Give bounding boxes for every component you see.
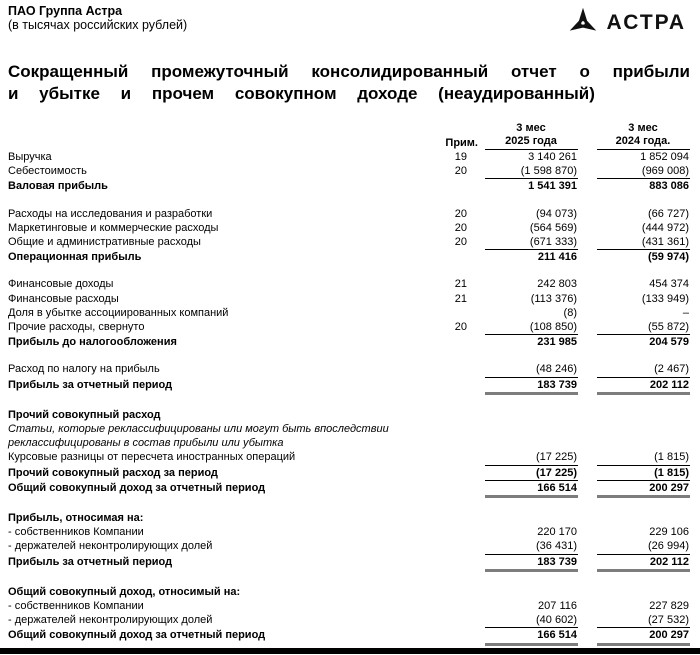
value-2024: (2 467) — [597, 362, 690, 377]
value-2025: 207 116 — [538, 600, 577, 613]
column-header-2025-line2: 2025 года — [505, 135, 557, 147]
value-2025: (48 246) — [485, 362, 578, 377]
row-label: Финансовые расходы — [8, 292, 119, 305]
note-cell: 19 — [454, 151, 467, 163]
astra-logo — [566, 6, 686, 40]
units-note: (в тысячах российских рублей) — [8, 18, 188, 32]
value-2025: 3 140 261 — [528, 151, 577, 163]
value-2025: (671 333) — [485, 235, 578, 250]
note-cell — [432, 408, 478, 422]
value-2024: – — [682, 306, 689, 319]
row-label: Доля в убытке ассоциированных компаний — [8, 306, 229, 319]
value-2024: (444 972) — [641, 221, 689, 234]
value-2024 — [597, 422, 690, 436]
value-2025 — [485, 511, 578, 525]
row-label: Статьи, которые реклассифицированы или могут быть впоследствии — [8, 423, 389, 436]
logo-text: АСТРА — [606, 11, 686, 34]
row-label: Прибыль до налогообложения — [8, 336, 177, 349]
value-2025: (36 431) — [485, 539, 578, 554]
note-cell — [432, 306, 478, 320]
value-2025: 220 170 — [537, 526, 577, 539]
row-label: Общие и административные расходы — [8, 236, 201, 249]
astra-star-icon — [566, 6, 600, 40]
row-label: реклассифицированы в состав прибыли или убытка — [8, 437, 284, 450]
table-row — [8, 599, 690, 613]
company-block — [8, 4, 187, 32]
note-cell — [432, 422, 478, 436]
table-row — [8, 150, 690, 164]
note-cell: 20 — [454, 221, 467, 234]
row-label: Курсовые разницы от пересчета иностранных операций — [8, 451, 296, 464]
spacer-row — [8, 264, 690, 277]
value-2025 — [485, 436, 578, 450]
row-label: Расход по налогу на прибыль — [8, 363, 160, 376]
value-2025: (17 225) — [485, 450, 578, 465]
table-row — [8, 450, 690, 465]
row-label: Общий совокупный доход за отчетный период — [8, 629, 266, 642]
value-2024: (431 361) — [597, 235, 690, 250]
note-cell — [432, 450, 478, 465]
note-cell — [432, 179, 478, 193]
value-2024: 202 112 — [597, 555, 690, 572]
row-label: Общий совокупный доход, относимый на: — [8, 585, 241, 598]
value-2024: (59 974) — [648, 251, 689, 264]
table-row — [8, 422, 690, 436]
value-2025 — [485, 585, 578, 599]
value-2024 — [597, 436, 690, 450]
note-cell: 20 — [454, 321, 467, 334]
income-statement-table — [8, 122, 690, 646]
column-header-note: Прим. — [445, 137, 478, 149]
row-label: Прочий совокупный расход — [8, 408, 161, 421]
value-2024: 200 297 — [597, 628, 690, 645]
row-label: Прибыль, относимая на: — [8, 512, 144, 525]
value-2024: (66 727) — [648, 207, 689, 220]
value-2024: (1 815) — [597, 450, 690, 465]
table-row — [8, 466, 690, 481]
value-2025: (1 598 870) — [485, 164, 578, 179]
row-label: - держателей неконтролирующих долей — [8, 614, 213, 627]
row-label: Прочий совокупный расход за период — [8, 466, 218, 479]
note-cell — [432, 466, 478, 481]
value-2024: 1 852 094 — [640, 151, 689, 163]
value-2024: (27 532) — [597, 613, 690, 628]
column-header-2025 — [485, 122, 578, 150]
spacer-row — [8, 498, 690, 511]
spacer-row — [8, 395, 690, 408]
note-cell — [432, 335, 478, 349]
table-row — [8, 539, 690, 554]
value-2025 — [485, 408, 578, 422]
note-cell — [432, 555, 478, 572]
column-header-2024 — [597, 122, 690, 150]
note-cell — [432, 599, 478, 613]
note-cell: 21 — [454, 278, 467, 291]
value-2025: (564 569) — [529, 221, 577, 234]
table-body — [8, 150, 690, 646]
value-2025: 166 514 — [485, 481, 578, 498]
row-label: Прочие расходы, свернуто — [8, 321, 145, 334]
row-label: - держателей неконтролирующих долей — [8, 540, 213, 553]
note-cell: 20 — [454, 207, 467, 220]
row-label: Операционная прибыль — [8, 251, 142, 264]
table-row — [8, 408, 690, 422]
value-2024: 204 579 — [649, 336, 689, 349]
note-cell — [432, 250, 478, 264]
row-label: - собственников Компании — [8, 600, 144, 613]
row-label: Общий совокупный доход за отчетный период — [8, 481, 266, 494]
note-cell — [432, 362, 478, 377]
value-2025: 1 541 391 — [528, 180, 577, 193]
value-2025: (40 602) — [485, 613, 578, 628]
value-2025: 242 803 — [537, 278, 577, 291]
table-row — [8, 555, 690, 572]
note-cell: 20 — [454, 236, 467, 249]
value-2025: 183 739 — [485, 378, 578, 395]
value-2024 — [597, 511, 690, 525]
value-2024: (26 994) — [597, 539, 690, 554]
note-cell — [432, 436, 478, 450]
table-row — [8, 525, 690, 539]
column-header-2024-line2: 2024 года. — [615, 135, 671, 147]
table-row — [8, 378, 690, 395]
table-row — [8, 511, 690, 525]
table-row — [8, 306, 690, 320]
row-label: Себестоимость — [8, 165, 87, 178]
spacer-row — [8, 194, 690, 207]
value-2025: 211 416 — [537, 251, 577, 264]
value-2024: 883 086 — [649, 180, 689, 193]
value-2025: (17 225) — [485, 466, 578, 481]
table-row — [8, 235, 690, 250]
value-2025: 166 514 — [485, 628, 578, 645]
note-cell — [432, 378, 478, 395]
table-row — [8, 436, 690, 450]
row-label: Валовая прибыль — [8, 180, 108, 193]
value-2024: (1 815) — [597, 466, 690, 481]
value-2024: 227 829 — [649, 600, 689, 613]
value-2024: (133 949) — [641, 292, 689, 305]
value-2025: (94 073) — [536, 207, 577, 220]
value-2025: (108 850) — [485, 320, 578, 335]
column-header-2024-line1: 3 мес — [628, 122, 658, 134]
value-2024: (969 008) — [597, 164, 690, 179]
page-title: Сокращенный промежуточный консолидированный отчет о прибыли и убытке и прочем совокупном доходе (неаудированный) — [8, 62, 690, 103]
note-cell — [432, 481, 478, 498]
value-2024: 229 106 — [649, 526, 689, 539]
value-2025: (113 376) — [530, 292, 577, 305]
spacer-row — [8, 349, 690, 362]
page-footer-rule — [0, 648, 700, 654]
table-row — [8, 179, 690, 193]
note-cell: 21 — [454, 292, 467, 305]
note-cell — [432, 628, 478, 645]
table-row — [8, 628, 690, 645]
value-2024 — [597, 408, 690, 422]
row-label: Маркетинговые и коммерческие расходы — [8, 221, 219, 234]
column-header-2025-line1: 3 мес — [516, 122, 546, 134]
table-row — [8, 207, 690, 221]
value-2025: 183 739 — [485, 555, 578, 572]
table-row — [8, 613, 690, 628]
note-cell — [432, 539, 478, 554]
table-row — [8, 277, 690, 291]
spacer-row — [8, 572, 690, 585]
row-label: - собственников Компании — [8, 526, 144, 539]
value-2024: (55 872) — [597, 320, 690, 335]
table-row — [8, 164, 690, 179]
table-header — [8, 122, 690, 150]
note-cell — [432, 525, 478, 539]
row-label: Прибыль за отчетный период — [8, 378, 173, 391]
document-header — [8, 4, 690, 40]
note-cell — [432, 511, 478, 525]
table-row — [8, 481, 690, 498]
table-row — [8, 362, 690, 377]
table-row — [8, 320, 690, 335]
note-cell: 20 — [454, 165, 467, 178]
value-2024: 202 112 — [597, 378, 690, 395]
note-cell — [432, 613, 478, 628]
company-name: ПАО Группа Астра — [8, 4, 123, 18]
row-label: Выручка — [8, 151, 52, 163]
table-row — [8, 221, 690, 235]
table-row — [8, 585, 690, 599]
value-2024 — [597, 585, 690, 599]
row-label: Финансовые доходы — [8, 278, 114, 291]
row-label: Расходы на исследования и разработки — [8, 207, 213, 220]
value-2024: 454 374 — [649, 278, 689, 291]
table-row — [8, 292, 690, 306]
table-row — [8, 250, 690, 264]
value-2024: 200 297 — [597, 481, 690, 498]
value-2025: (8) — [563, 306, 577, 319]
value-2025: 231 985 — [537, 336, 577, 349]
row-label: Прибыль за отчетный период — [8, 555, 173, 568]
value-2025 — [485, 422, 578, 436]
note-cell — [432, 585, 478, 599]
table-row — [8, 335, 690, 349]
